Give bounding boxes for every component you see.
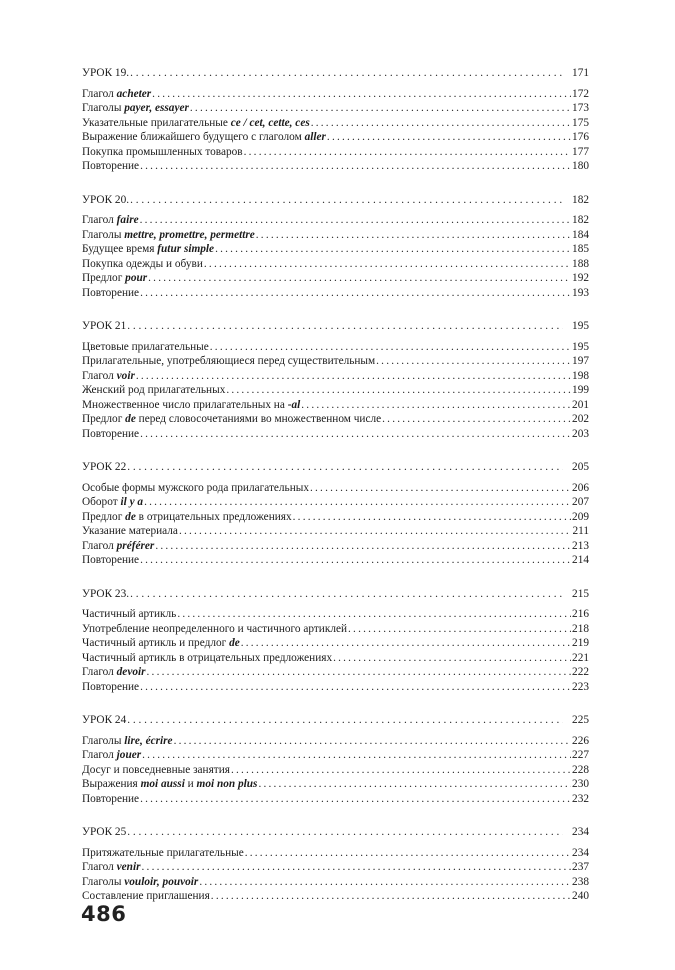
entry-title — [82, 213, 139, 228]
dot-leader — [177, 607, 571, 622]
page-ref: 207 — [572, 496, 589, 508]
french-term: acheter — [116, 87, 152, 100]
entry-title — [82, 130, 326, 145]
title-text: Повторение — [82, 554, 140, 566]
entry-title — [82, 763, 230, 778]
dot-leader — [174, 734, 571, 749]
page-ref: 227 — [572, 749, 589, 761]
toc-entry — [82, 524, 589, 539]
page-ref: 177 — [572, 145, 589, 158]
toc-entry — [82, 145, 589, 160]
dot-leader — [293, 510, 571, 525]
dot-leader — [311, 116, 571, 131]
dot-leader — [244, 145, 571, 160]
page-ref: 237 — [572, 861, 589, 873]
dot-leader — [148, 271, 571, 286]
dot-leader — [348, 622, 571, 637]
french-term: -al — [287, 398, 301, 411]
toc-entry — [82, 777, 589, 792]
page-ref: 218 — [572, 622, 589, 635]
french-term: il y a — [120, 496, 144, 508]
french-term: préférer — [116, 539, 155, 552]
toc-entry — [82, 271, 589, 286]
dot-leader — [179, 524, 572, 539]
page-ref: 182 — [572, 214, 589, 226]
title-text: Повторение — [82, 680, 140, 693]
page-ref: 185 — [572, 243, 589, 255]
toc-entry — [82, 792, 589, 807]
dot-leader — [231, 763, 571, 778]
page-ref: 226 — [572, 734, 589, 747]
french-term: vouloir, pouvoir — [124, 875, 199, 888]
toc-entry — [82, 680, 589, 695]
entry-title — [82, 607, 176, 622]
lesson-heading — [82, 319, 589, 334]
lesson-heading — [82, 66, 589, 81]
entry-title — [82, 665, 146, 680]
page-ref: 209 — [572, 510, 589, 523]
entry-title — [82, 636, 240, 651]
entry-title — [82, 354, 375, 369]
toc-entry — [82, 622, 589, 637]
page-ref: 195 — [572, 320, 589, 332]
entry-title — [82, 539, 154, 554]
title-text: УРОК 22 — [82, 461, 127, 473]
entry-title — [82, 398, 300, 413]
entry-title — [82, 257, 203, 272]
entry-title — [82, 524, 178, 539]
page-ref: 206 — [572, 481, 589, 494]
lesson-title — [82, 319, 126, 334]
page-ref: 192 — [572, 272, 589, 284]
entry-title — [82, 340, 209, 355]
toc-entry — [82, 734, 589, 749]
dot-leader — [226, 383, 571, 398]
toc-entry — [82, 257, 589, 272]
toc-entry — [82, 286, 589, 301]
page-ref: 211 — [572, 525, 589, 537]
toc-entry — [82, 860, 589, 875]
page-ref: 214 — [572, 554, 589, 566]
toc-entry — [82, 427, 589, 442]
title-text: Прилагательные, употребляющиеся перед существительным — [82, 355, 376, 367]
toc-entry — [82, 159, 589, 174]
page-ref: 197 — [572, 355, 589, 367]
dot-leader — [140, 427, 571, 442]
entry-title — [82, 87, 151, 102]
lesson-title — [82, 66, 129, 81]
entry-title — [82, 159, 139, 174]
title-text: Указание материала — [82, 525, 178, 537]
lesson-heading — [82, 460, 589, 475]
page-ref: 213 — [572, 539, 589, 552]
french-term: mettre, promettre, permettre — [124, 228, 255, 241]
toc-entry — [82, 213, 589, 228]
entry-title — [82, 860, 141, 875]
entry-title — [82, 622, 347, 637]
page-ref: 198 — [572, 369, 589, 382]
lesson-section — [82, 193, 589, 301]
page-ref: 173 — [572, 102, 589, 114]
lesson-section — [82, 587, 589, 695]
dot-leader — [258, 777, 571, 792]
page-ref: 232 — [572, 792, 589, 805]
page-ref: 205 — [572, 461, 589, 473]
dot-leader — [215, 242, 571, 257]
lesson-section — [82, 319, 589, 441]
title-text: Глагол — [82, 539, 117, 552]
entry-title — [82, 145, 243, 160]
french-term: voir — [116, 369, 135, 382]
page-ref: 182 — [572, 193, 589, 206]
dot-leader — [142, 748, 571, 763]
dot-leader — [127, 825, 563, 840]
toc-entry — [82, 130, 589, 145]
entry-title — [82, 242, 214, 257]
title-text: Женский род прилагательных — [82, 384, 226, 396]
french-term: lire, écrire — [124, 734, 173, 747]
dot-leader — [127, 460, 563, 475]
entry-title — [82, 680, 139, 695]
dot-leader — [130, 193, 563, 208]
page-ref: 172 — [572, 87, 589, 100]
title-text: Глаголы — [82, 102, 125, 114]
dot-leader — [382, 412, 571, 427]
title-text: УРОК 20. — [82, 193, 130, 206]
dot-leader — [147, 665, 572, 680]
toc-entry — [82, 889, 589, 904]
french-term: aller — [304, 131, 326, 143]
page-ref: 193 — [572, 286, 589, 299]
page-number: 486 — [81, 902, 127, 926]
dot-leader — [301, 398, 571, 413]
title-text: Множественное число прилагательных на — [82, 398, 288, 411]
page-ref: 188 — [572, 257, 589, 270]
page-ref: 222 — [572, 666, 589, 678]
toc-entry — [82, 636, 589, 651]
title-text: Глаголы — [82, 734, 125, 747]
dot-leader — [140, 159, 571, 174]
title-text: УРОК 24 — [82, 714, 127, 726]
title-text: Глагол — [82, 749, 117, 761]
toc-entry — [82, 369, 589, 384]
title-text: Глагол — [82, 666, 117, 678]
entry-title — [82, 383, 225, 398]
dot-leader — [204, 257, 571, 272]
lesson-title — [82, 193, 129, 208]
toc-entry — [82, 748, 589, 763]
dot-leader — [127, 319, 563, 334]
entry-title — [82, 553, 139, 568]
entry-title — [82, 427, 139, 442]
dot-leader — [256, 228, 571, 243]
title-text: Цветовые прилагательные — [82, 340, 209, 353]
title-text: Предлог — [82, 413, 126, 425]
page-ref: 240 — [572, 890, 589, 902]
dot-leader — [130, 66, 563, 81]
title-text: в отрицательных предложениях — [135, 510, 292, 523]
page-ref: 230 — [572, 778, 589, 790]
title-text: Повторение — [82, 286, 140, 299]
dot-leader — [241, 636, 571, 651]
page-ref: 180 — [572, 160, 589, 172]
title-text: Глагол — [82, 214, 117, 226]
entry-title — [82, 116, 310, 131]
title-text: УРОК 19. — [82, 67, 130, 79]
title-text: Указательные прилагательные — [82, 116, 231, 129]
french-term: jouer — [116, 749, 142, 761]
dot-leader — [155, 539, 571, 554]
title-text: Будущее время — [82, 243, 158, 255]
entry-title — [82, 481, 309, 496]
title-text: Повторение — [82, 427, 140, 440]
title-text: Глаголы — [82, 875, 125, 888]
dot-leader — [245, 846, 571, 861]
french-term: moi aussi — [140, 778, 185, 790]
page-ref: 202 — [572, 413, 589, 425]
entry-title — [82, 101, 189, 116]
lesson-section — [82, 460, 589, 568]
dot-leader — [144, 495, 571, 510]
lesson-title — [82, 825, 126, 840]
title-text: Особые формы мужского рода прилагательных — [82, 481, 309, 494]
lesson-title — [82, 713, 126, 728]
entry-title — [82, 792, 139, 807]
entry-title — [82, 271, 147, 286]
page-ref: 176 — [572, 131, 589, 143]
dot-leader — [211, 889, 571, 904]
entry-title — [82, 875, 198, 890]
title-text: Глагол — [82, 87, 117, 100]
page-ref: 234 — [572, 846, 589, 859]
toc-entry — [82, 665, 589, 680]
page-ref: 184 — [572, 228, 589, 241]
dot-leader — [136, 369, 571, 384]
title-text: и — [184, 778, 197, 790]
french-term: de — [125, 413, 136, 425]
toc-entry — [82, 553, 589, 568]
title-text: Глагол — [82, 369, 117, 382]
dot-leader — [140, 286, 571, 301]
toc-entry — [82, 354, 589, 369]
title-text: Покупка промышленных товаров — [82, 145, 243, 158]
title-text: УРОК 21 — [82, 320, 127, 332]
lesson-heading — [82, 713, 589, 728]
dot-leader — [327, 130, 571, 145]
page-ref: 234 — [572, 826, 589, 838]
entry-title — [82, 651, 332, 666]
title-text: Частичный артикль — [82, 608, 177, 620]
title-text: Выражение ближайшего будущего с глаголом — [82, 131, 305, 143]
french-term: venir — [116, 861, 141, 873]
toc-entry — [82, 412, 589, 427]
title-text: Предлог — [82, 272, 126, 284]
toc-entry — [82, 875, 589, 890]
dot-leader — [130, 587, 563, 602]
lesson-heading — [82, 587, 589, 602]
title-text: Употребление неопределенного и частичного артиклей — [82, 622, 348, 635]
french-term: moi non plus — [196, 778, 258, 790]
page-ref: 203 — [572, 427, 589, 440]
toc-entry — [82, 495, 589, 510]
title-text: УРОК 25 — [82, 826, 127, 838]
page-ref: 219 — [572, 637, 589, 649]
entry-title — [82, 510, 292, 525]
page-ref: 199 — [572, 384, 589, 396]
entry-title — [82, 286, 139, 301]
toc-entry — [82, 651, 589, 666]
french-term: pour — [125, 272, 148, 284]
french-term: de — [229, 637, 240, 649]
toc-entry — [82, 228, 589, 243]
dot-leader — [152, 87, 571, 102]
title-text: Покупка одежды и обуви — [82, 257, 203, 270]
french-term: futur simple — [157, 243, 215, 255]
page-ref: 238 — [572, 875, 589, 888]
dot-leader — [333, 651, 571, 666]
french-term: devoir — [116, 666, 146, 678]
lesson-heading — [82, 193, 589, 208]
title-text: УРОК 23. — [82, 587, 130, 600]
dot-leader — [376, 354, 571, 369]
entry-title — [82, 748, 141, 763]
dot-leader — [140, 213, 571, 228]
dot-leader — [140, 680, 571, 695]
title-text: перед словосочетаниями во множественном числе — [135, 413, 382, 425]
entry-title — [82, 734, 173, 749]
french-term: ce / cet, cette, ces — [230, 116, 310, 129]
toc-entry — [82, 481, 589, 496]
title-text: Частичный артикль в отрицательных предложениях — [82, 651, 333, 664]
title-text: Выражения — [82, 778, 141, 790]
lesson-heading — [82, 825, 589, 840]
entry-title — [82, 369, 135, 384]
toc-entry — [82, 340, 589, 355]
toc-entry — [82, 242, 589, 257]
entry-title — [82, 495, 143, 510]
toc-entry — [82, 398, 589, 413]
dot-leader — [190, 101, 571, 116]
toc-entry — [82, 763, 589, 778]
entry-title — [82, 846, 244, 861]
french-term: de — [125, 510, 136, 523]
toc-entry — [82, 116, 589, 131]
page-ref: 228 — [572, 763, 589, 776]
table-of-contents — [82, 66, 589, 923]
dot-leader — [140, 553, 571, 568]
page-ref: 225 — [572, 714, 589, 726]
lesson-section — [82, 66, 589, 174]
page-ref: 221 — [572, 651, 589, 664]
toc-entry — [82, 607, 589, 622]
lesson-section — [82, 713, 589, 806]
lesson-section — [82, 825, 589, 904]
french-term: payer, essayer — [124, 102, 189, 114]
lesson-title — [82, 587, 129, 602]
page-ref: 201 — [572, 398, 589, 411]
lesson-title — [82, 460, 126, 475]
title-text: Частичный артикль и предлог — [82, 637, 230, 649]
title-text: Глаголы — [82, 228, 125, 241]
dot-leader — [310, 481, 571, 496]
dot-leader — [142, 860, 572, 875]
entry-title — [82, 777, 257, 792]
toc-entry — [82, 101, 589, 116]
page-ref: 175 — [572, 116, 589, 129]
toc-entry — [82, 383, 589, 398]
entry-title — [82, 228, 255, 243]
toc-entry — [82, 539, 589, 554]
dot-leader — [199, 875, 571, 890]
page-ref: 223 — [572, 680, 589, 693]
title-text: Досуг и повседневные занятия — [82, 763, 230, 776]
title-text: Притяжательные прилагательные — [82, 846, 244, 859]
page-ref: 216 — [572, 608, 589, 620]
toc-entry — [82, 510, 589, 525]
page-ref: 171 — [572, 67, 589, 79]
dot-leader — [210, 340, 571, 355]
dot-leader — [140, 792, 571, 807]
page-ref: 195 — [572, 340, 589, 353]
title-text: Оборот — [82, 496, 121, 508]
dot-leader — [127, 713, 563, 728]
title-text: Повторение — [82, 160, 140, 172]
toc-entry — [82, 846, 589, 861]
page-ref: 215 — [572, 587, 589, 600]
title-text: Составление приглашения — [82, 890, 210, 902]
title-text: Повторение — [82, 792, 140, 805]
toc-entry — [82, 87, 589, 102]
title-text: Предлог — [82, 510, 126, 523]
title-text: Глагол — [82, 861, 117, 873]
entry-title — [82, 412, 381, 427]
french-term: faire — [116, 214, 139, 226]
